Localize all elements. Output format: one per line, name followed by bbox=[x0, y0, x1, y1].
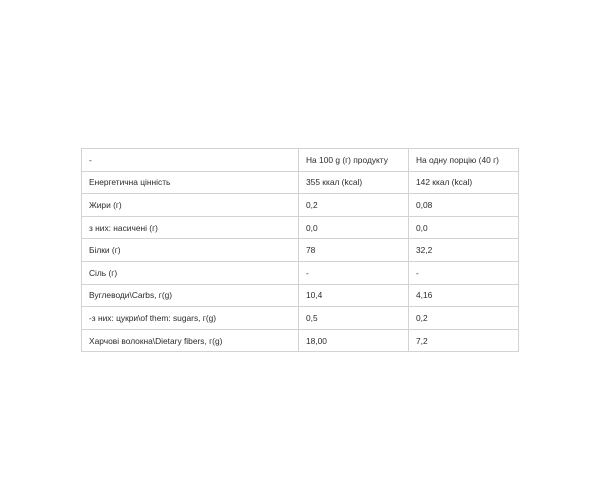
per-100g-cell: 10,4 bbox=[299, 284, 409, 307]
header-cell-nutrient: - bbox=[82, 149, 299, 172]
per-serving-cell: - bbox=[409, 261, 519, 284]
nutrient-name-cell: з них: насичені (г) bbox=[82, 216, 299, 239]
per-serving-cell: 0,0 bbox=[409, 216, 519, 239]
per-100g-cell: 78 bbox=[299, 239, 409, 262]
nutrient-name-cell: Сіль (г) bbox=[82, 261, 299, 284]
header-cell-per-100g: На 100 g (г) продукту bbox=[299, 149, 409, 172]
per-100g-cell: 18,00 bbox=[299, 329, 409, 352]
table-row bbox=[82, 284, 519, 307]
nutrition-table bbox=[81, 148, 519, 352]
table-row bbox=[82, 307, 519, 330]
table-header-row bbox=[82, 149, 519, 172]
per-100g-cell: 0,0 bbox=[299, 216, 409, 239]
per-serving-cell: 32,2 bbox=[409, 239, 519, 262]
per-100g-cell: - bbox=[299, 261, 409, 284]
table-row bbox=[82, 171, 519, 194]
nutrient-name-cell: Білки (г) bbox=[82, 239, 299, 262]
nutrient-name-cell: Жири (г) bbox=[82, 194, 299, 217]
per-serving-cell: 7,2 bbox=[409, 329, 519, 352]
table-row bbox=[82, 329, 519, 352]
nutrient-name-cell: Вуглеводи\Carbs, г(g) bbox=[82, 284, 299, 307]
nutrient-name-cell: -з них: цукри\of them: sugars, г(g) bbox=[82, 307, 299, 330]
nutrient-name-cell: Енергетична цінність bbox=[82, 171, 299, 194]
per-100g-cell: 355 ккал (kcal) bbox=[299, 171, 409, 194]
per-100g-cell: 0,2 bbox=[299, 194, 409, 217]
table-row bbox=[82, 194, 519, 217]
nutrient-name-cell: Харчові волокна\Dietary fibers, г(g) bbox=[82, 329, 299, 352]
per-serving-cell: 0,2 bbox=[409, 307, 519, 330]
per-serving-cell: 142 ккал (kcal) bbox=[409, 171, 519, 194]
table-row bbox=[82, 261, 519, 284]
per-serving-cell: 4,16 bbox=[409, 284, 519, 307]
per-serving-cell: 0,08 bbox=[409, 194, 519, 217]
per-100g-cell: 0,5 bbox=[299, 307, 409, 330]
table-row bbox=[82, 239, 519, 262]
header-cell-per-serving: На одну порцію (40 г) bbox=[409, 149, 519, 172]
table-row bbox=[82, 216, 519, 239]
